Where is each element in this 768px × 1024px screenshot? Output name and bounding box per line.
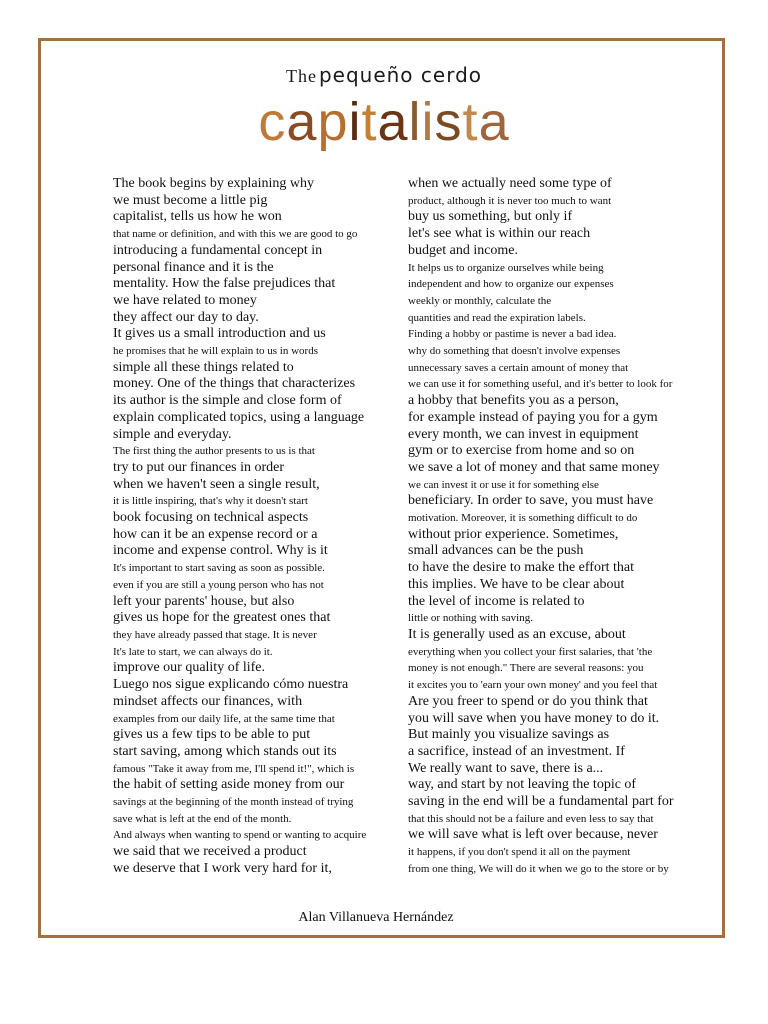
text-line: It is generally used as an excuse, about [408,626,626,642]
text-line: we have related to money [113,292,257,308]
text-line: from one thing, We will do it when we go to the store or by [408,862,669,875]
text-line: independent and how to organize our expenses [408,278,614,291]
text-line: a sacrifice, instead of an investment. If [408,743,625,759]
text-line: start saving, among which stands out its [113,743,337,759]
text-line: money is not enough." There are several reasons: you [408,662,644,675]
text-line: save what is left at the end of the month. [113,812,292,825]
title-subtitle [0,62,768,88]
text-line: the level of income is related to [408,593,585,609]
text-line: it happens, if you don't spend it all on the payment [408,846,631,859]
title-letter: t [462,92,479,152]
text-line: how can it be an expense record or a [113,526,318,542]
text-line: they have already passed that stage. It is never [113,628,317,641]
text-line: budget and income. [408,242,519,258]
text-line: motivation. Moreover, it is something difficult to do [408,512,638,525]
text-line: when we haven't seen a single result, [113,476,320,492]
text-line: explain complicated topics, using a language [113,409,365,425]
text-line: buy us something, but only if [408,209,573,225]
text-line: Luego nos sigue explicando cómo nuestra [113,677,349,693]
text-line: It's important to start saving as soon as possible. [113,562,325,575]
text-line: mentality. How the false prejudices that [113,276,336,292]
text-line: It gives us a small introduction and us [113,326,326,342]
text-line: everything when you collect your first salaries, that 'the [408,645,653,658]
title-letter: c [258,92,287,152]
title-letter: p [317,92,349,152]
text-line: And always when wanting to spend or wanting to acquire [113,829,367,842]
title-the: The [285,66,317,86]
title-letter: a [377,92,409,152]
text-line: every month, we can invest in equipment [408,426,639,442]
text-line: The book begins by explaining why [113,176,315,191]
text-line: its author is the simple and close form of [113,393,342,409]
text-line: gym or to exercise from home and so on [408,443,635,459]
text-line: left your parents' house, but also [113,593,295,609]
text-line: let's see what is within our reach [408,226,591,242]
text-line: The first thing the author presents to us is that [113,445,315,458]
title-letter: a [286,92,318,152]
title-pequeno-cerdo: pequeño cerdo [318,63,483,87]
text-line: without prior experience. Sometimes, [408,526,619,542]
text-line: it excites you to 'earn your own money' and you feel that [408,679,658,692]
text-line: Are you freer to spend or do you think that [408,693,648,709]
author-name: Alan Villanueva Hernández [298,910,454,925]
text-line: We really want to save, there is a... [408,760,604,776]
text-line: to have the desire to make the effort that [408,560,634,576]
text-line: unnecessary saves a certain amount of money that [408,361,629,374]
text-line: we said that we received a product [113,844,307,860]
text-line: simple all these things related to [113,359,294,375]
text-line: product, although it is never too much to want [408,194,612,207]
title-letter: t [361,92,378,152]
text-line: we can invest it or use it for something else [408,478,599,491]
text-line: beneficiary. In order to save, you must have [408,493,654,509]
text-line: a hobby that benefits you as a person, [408,393,619,409]
text-line: we can use it for something useful, and it's better to look for [408,378,673,391]
text-line: But mainly you visualize savings as [408,727,610,743]
text-line: he promises that he will explain to us in words [113,345,318,358]
title-letter: a [478,92,510,152]
text-line: income and expense control. Why is it [113,543,328,559]
text-line: way, and start by not leaving the topic of [408,777,637,793]
text-line: book focusing on technical aspects [113,510,309,526]
text-line: even if you are still a young person who has not [113,578,324,591]
title-letter: s [434,92,463,152]
text-line: improve our quality of life. [113,660,266,676]
text-line: examples from our daily life, at the same time that [113,712,335,725]
text-line: It's late to start, we can always do it. [113,645,273,658]
text-line: for example instead of paying you for a gym [408,409,658,425]
title-capitalista [0,92,768,152]
text-line: It helps us to organize ourselves while being [408,261,604,274]
text-line: we must become a little pig [113,192,268,208]
title-letter: i [421,92,435,152]
title-letter: l [408,92,422,152]
text-line: money. One of the things that characterizes [113,376,356,392]
text-line: this implies. We have to be clear about [408,576,625,592]
text-line: we deserve that I work very hard for it, [113,860,332,876]
title-letter: i [348,92,362,152]
text-line: quantities and read the expiration labels. [408,311,586,324]
text-line: simple and everyday. [113,426,232,442]
text-line: mindset affects our finances, with [113,693,303,709]
left-column [113,176,413,878]
text-line: Finding a hobby or pastime is never a bad idea. [408,328,617,341]
text-line: small advances can be the push [408,543,584,559]
right-column [408,176,708,878]
text-line: weekly or monthly, calculate the [408,294,552,307]
text-line: gives us hope for the greatest ones that [113,610,331,626]
text-line: try to put our finances in order [113,459,285,475]
text-line: little or nothing with saving. [408,612,533,625]
text-line: why do something that doesn't involve expenses [408,345,621,358]
text-line: it is little inspiring, that's why it doesn't start [113,495,308,508]
text-line: that name or definition, and with this we are good to go [113,228,358,241]
text-line: capitalist, tells us how he won [113,209,282,225]
text-line: famous "Take it away from me, I'll spend it!", which is [113,762,355,775]
text-line: we will save what is left over because, never [408,827,658,843]
text-line: the habit of setting aside money from our [113,777,345,793]
text-line: savings at the beginning of the month instead of trying [113,796,354,809]
text-line: we save a lot of money and that same money [408,459,660,475]
text-line: gives us a few tips to be able to put [113,727,311,743]
text-line: you will save when you have money to do it. [408,710,660,726]
text-line: they affect our day to day. [113,309,259,325]
text-line: when we actually need some type of [408,176,612,191]
text-line: personal finance and it is the [113,259,274,275]
text-line: introducing a fundamental concept in [113,242,323,258]
text-line: that this should not be a failure and even less to say that [408,812,654,825]
text-line: saving in the end will be a fundamental part for [408,794,674,810]
